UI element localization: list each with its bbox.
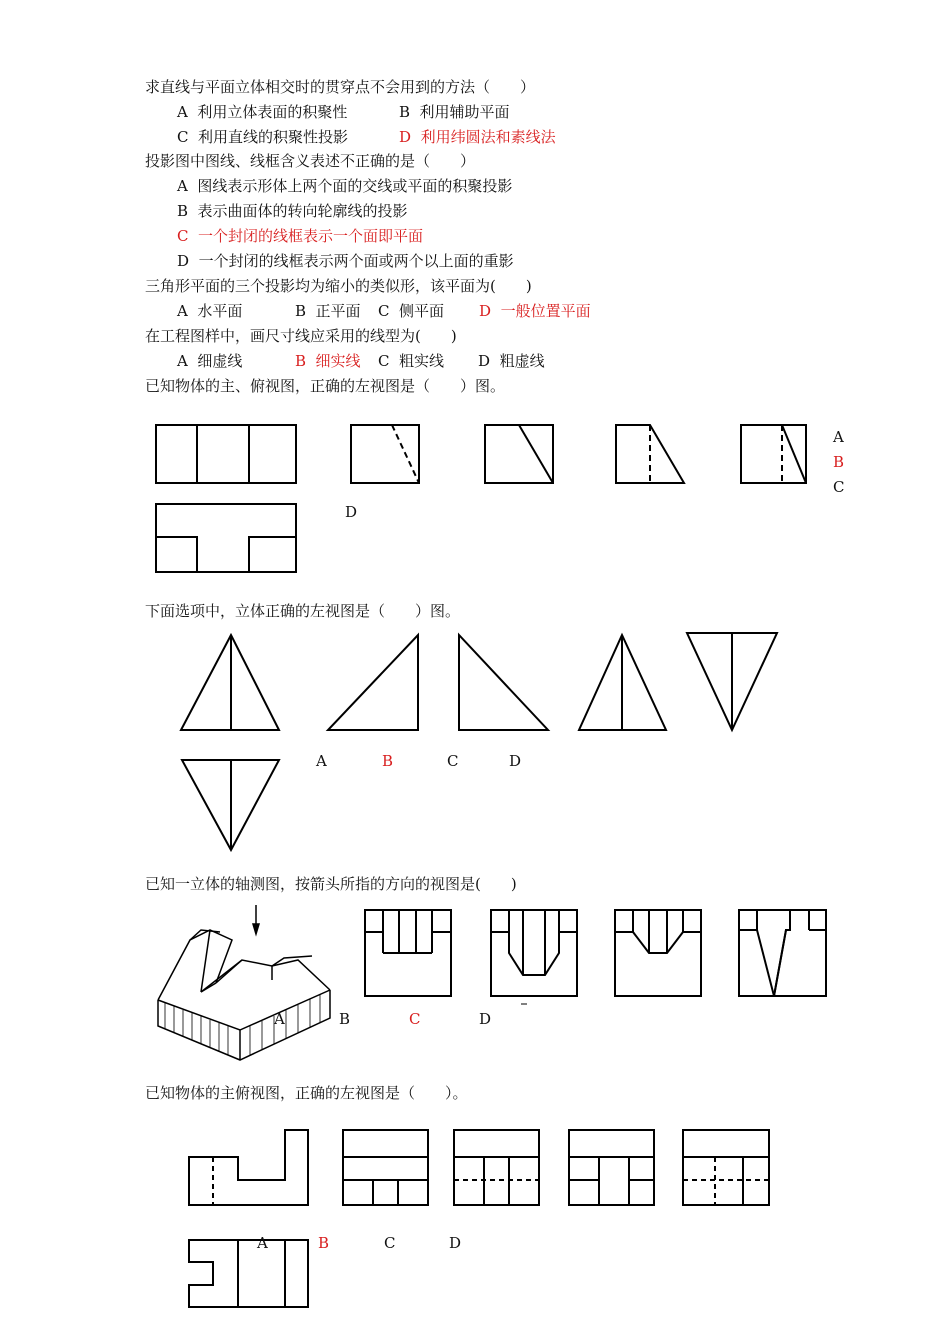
question-6-label-d: D: [509, 752, 522, 770]
question-5-label-c: C: [833, 478, 845, 496]
question-1-option-a: A 利用立体表面的积聚性: [177, 103, 348, 121]
question-6-label-b-answer: B: [382, 752, 394, 770]
question-2-option-d: D 一个封闭的线框表示两个面或两个以上面的重影: [177, 252, 514, 270]
question-8-stem: 已知物体的主俯视图，正确的左视图是（ ）。: [145, 1084, 468, 1102]
question-8-label-d: D: [449, 1234, 462, 1252]
question-3-option-b: B 正平面: [295, 302, 361, 320]
question-3-option-c: C 侧平面: [378, 302, 445, 320]
front-view-drawing: [189, 1130, 308, 1205]
option-a-view: [343, 1130, 428, 1205]
option-b-view: [454, 1130, 539, 1205]
top-view-drawing: [189, 1240, 308, 1307]
question-1-option-d-answer: D 利用纬圆法和素线法: [399, 128, 556, 146]
question-8-label-b-answer: B: [318, 1234, 330, 1252]
question-4-stem: 在工程图样中，画尺寸线应采用的线型为( ): [145, 327, 457, 345]
question-8-label-a: A: [257, 1234, 268, 1252]
question-1-option-b: B 利用辅助平面: [399, 103, 510, 121]
question-1-option-c: C 利用直线的积聚性投影: [177, 128, 349, 146]
question-4-option-c: C 粗实线: [378, 352, 445, 370]
question-2-option-b: B 表示曲面体的转向轮廓线的投影: [177, 202, 408, 220]
question-5-stem: 已知物体的主、俯视图，正确的左视图是（ ）图。: [145, 377, 506, 395]
question-4-option-a: A 细虚线: [177, 352, 243, 370]
question-3-option-d-answer: D 一般位置平面: [479, 302, 591, 320]
question-8-label-c: C: [384, 1234, 396, 1252]
question-7-label-c-answer: C: [409, 1010, 421, 1028]
question-6-stem: 下面选项中，立体正确的左视图是（ ）图。: [145, 602, 461, 620]
question-2-option-c-answer: C 一个封闭的线框表示一个面即平面: [177, 227, 424, 245]
question-7-label-d: D: [479, 1010, 492, 1028]
question-2-option-a: A 图线表示形体上两个面的交线或平面的积聚投影: [177, 177, 513, 195]
option-d-view: [683, 1130, 769, 1205]
option-c-view: [569, 1130, 654, 1205]
question-4-option-d: D 粗虚线: [478, 352, 545, 370]
question-3-option-a: A 水平面: [177, 302, 243, 320]
question-6-label-c: C: [447, 752, 459, 770]
question-7-label-b: B: [339, 1010, 351, 1028]
question-2-stem: 投影图中图线、线框含义表述不正确的是（ ）: [145, 152, 476, 170]
question-5-label-a: A: [833, 428, 844, 446]
question-6-label-a: A: [316, 752, 327, 770]
question-4-option-b-answer: B 细实线: [295, 352, 361, 370]
question-7-label-a: A: [274, 1010, 285, 1028]
question-3-stem: 三角形平面的三个投影均为缩小的类似形，该平面为( ): [145, 277, 532, 295]
question-1-stem: 求直线与平面立体相交时的贯穿点不会用到的方法（ ）: [145, 78, 536, 96]
question-5-label-b-answer: B: [833, 453, 845, 471]
question-7-stem: 已知一立体的轴测图，按箭头所指的方向的视图是( ): [145, 875, 517, 893]
question-5-label-d: D: [345, 503, 358, 521]
